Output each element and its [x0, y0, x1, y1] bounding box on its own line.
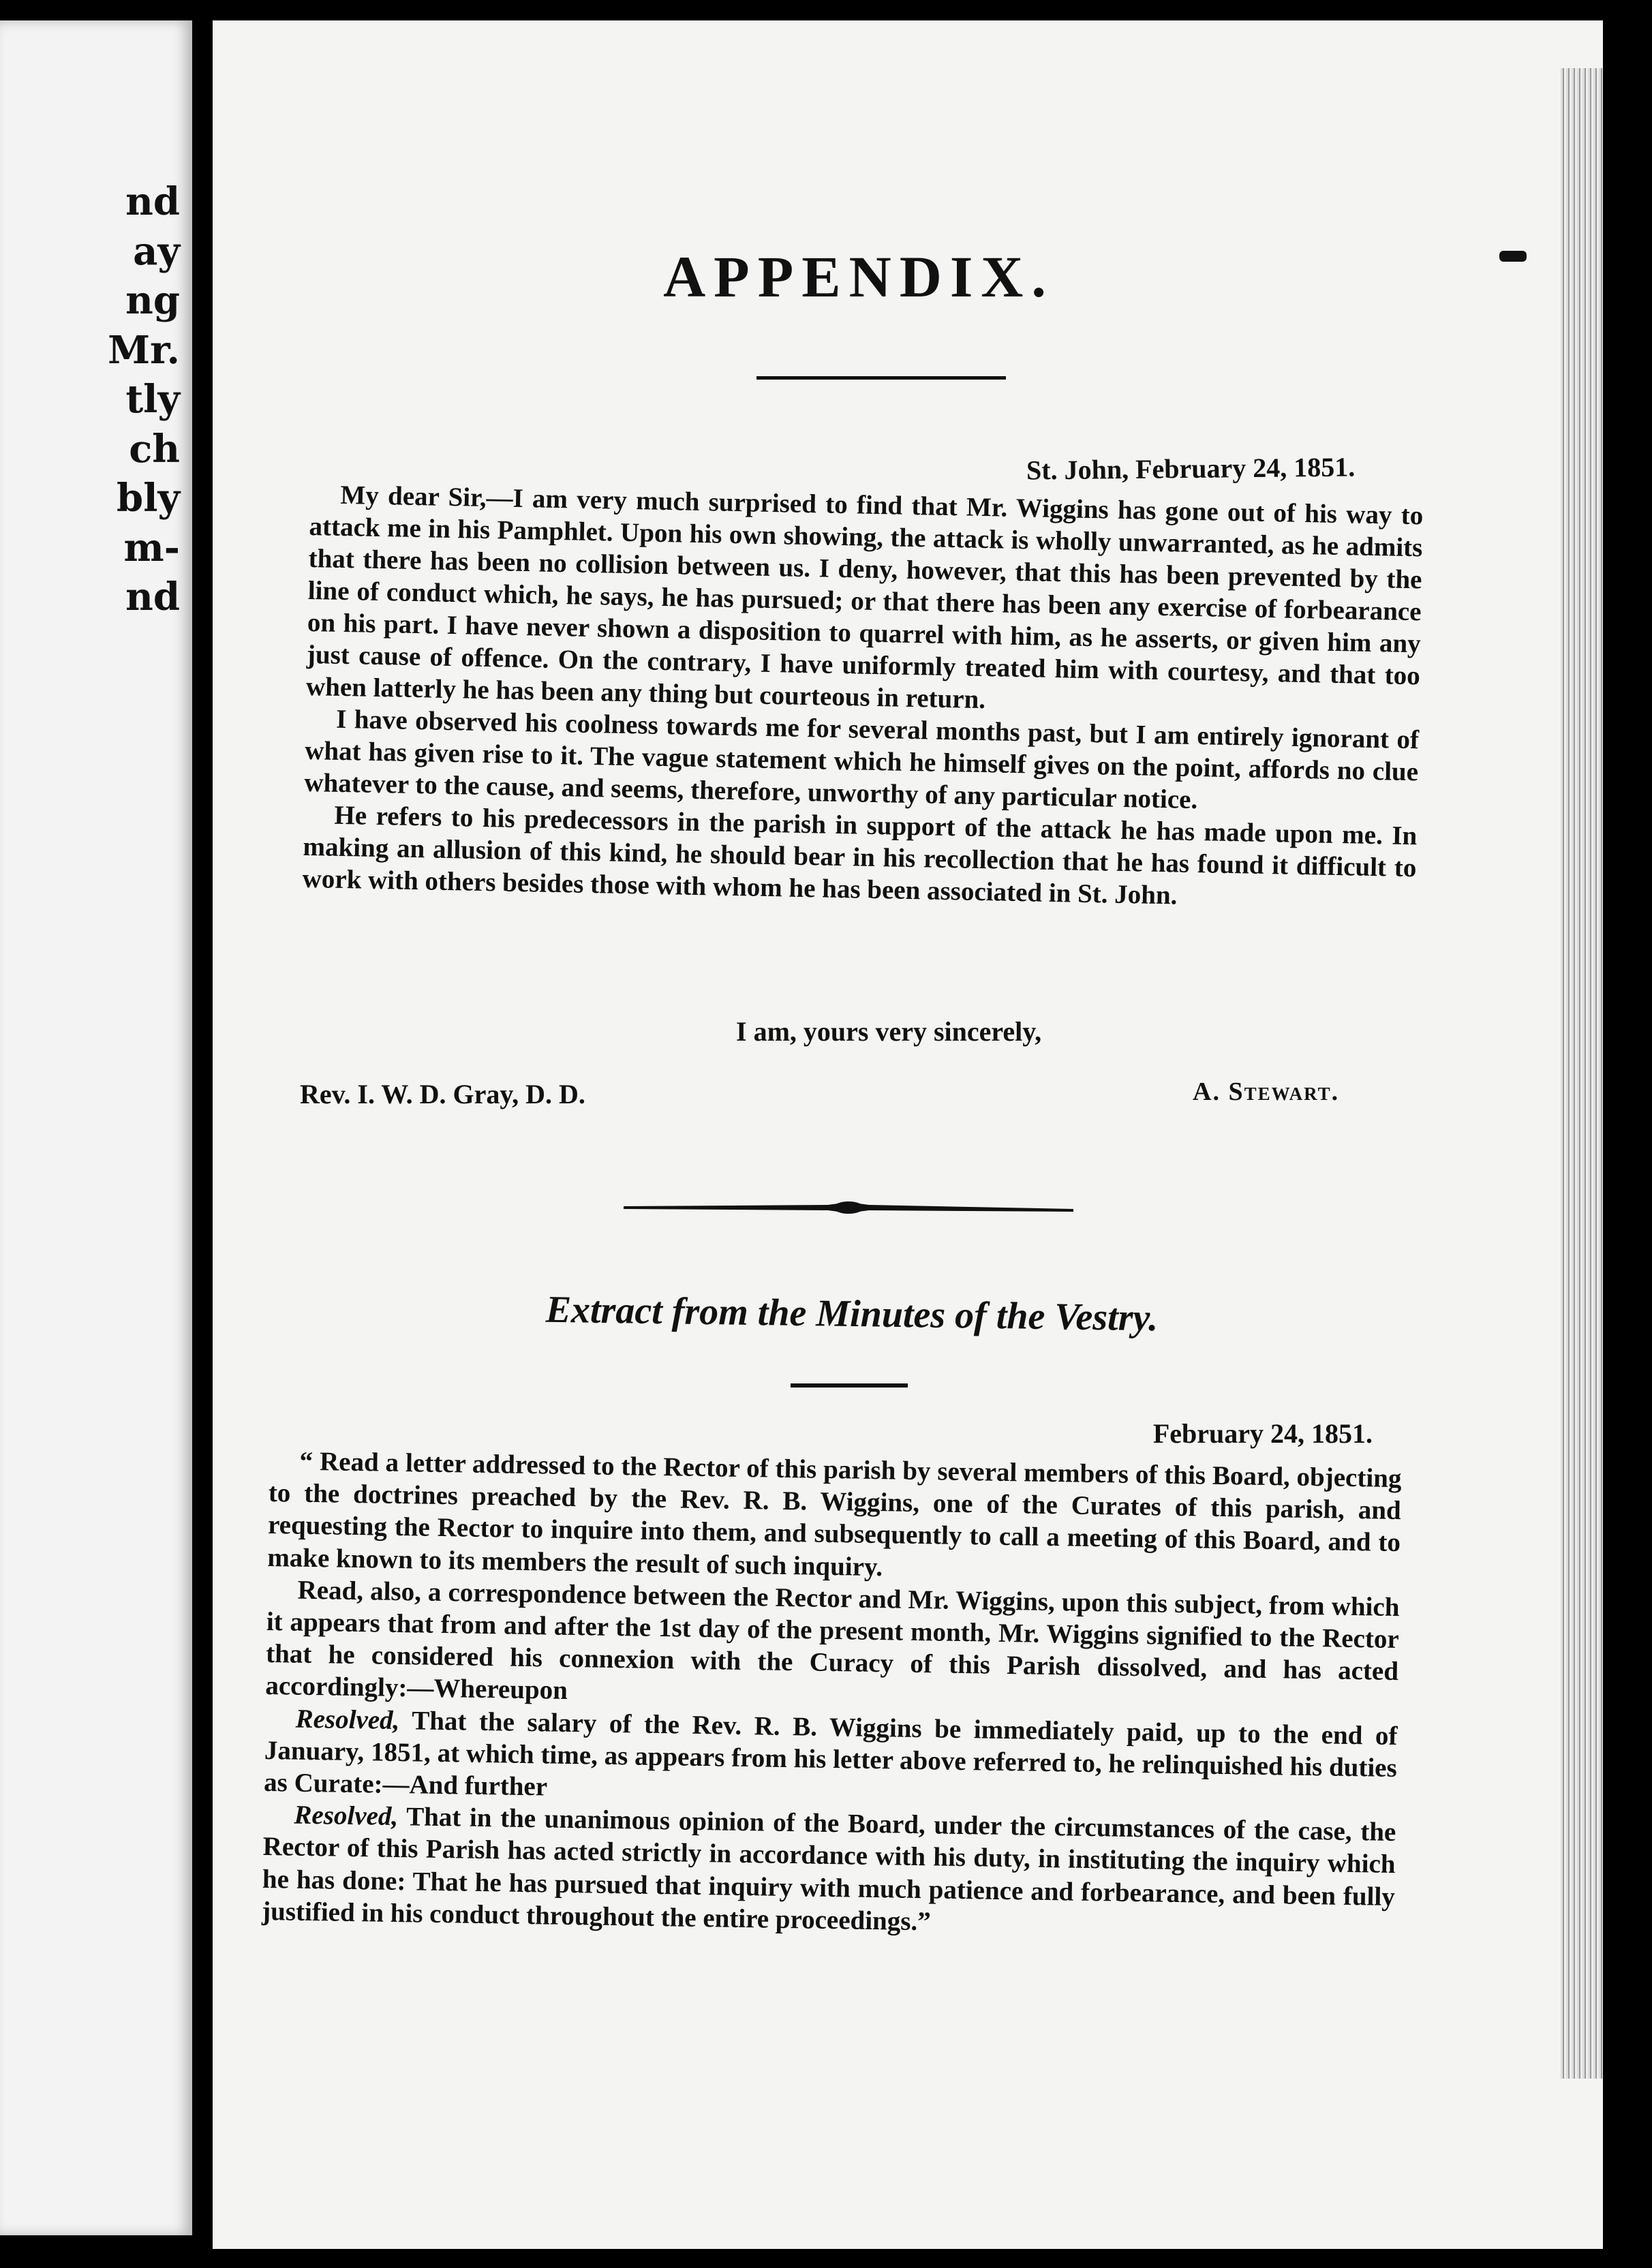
- resolved-label: Resolved,: [295, 1704, 400, 1735]
- left-facing-page: [0, 20, 192, 2235]
- left-fragment-line: nd: [125, 179, 180, 224]
- left-fragment-line: ng: [125, 278, 180, 323]
- letter-body: [302, 478, 1423, 916]
- book-gutter: [192, 0, 213, 2268]
- minutes-date: February 24, 1851.: [1152, 1418, 1373, 1449]
- left-fragment-line: Mr.: [108, 327, 180, 373]
- extract-rule: [791, 1383, 908, 1388]
- left-fragment-line: ch: [129, 426, 180, 472]
- letter-closing: I am, yours very sincerely,: [736, 1016, 1042, 1047]
- letter-paragraph: My dear Sir,—I am very much surprised to find that Mr. Wiggins has gone out of his way to attack me in his Pamphlet. Upon his own showing, the attack is wholly unwarranted, as he admits that there has been no collision between us. I deny, however, that this has been prevented by the line of conduct which, he says, he has pursued; or that there has been any exercise of forbearance on his part. I have never shown a disposition to quarrel with him, as he asserts, or given him any just cause of offence. On the contrary, I have uniformly treated him with courtesy, and that too when latterly he has been any thing but courteous in return.: [305, 480, 1424, 715]
- letter-date: St. John, February 24, 1851.: [1026, 451, 1356, 486]
- left-fragment-line: ay: [133, 228, 180, 274]
- extract-title: Extract from the Minutes of the Vestry.: [545, 1288, 1159, 1340]
- resolution-text: That in the unanimous opinion of the Board, under the circumstances of the case, the Rector of this Parish has acted strictly in accordance with his duty, in instituting the inquiry which he has done: That he has pursued that inquiry with much patience and forbearance, and been fully justified in his conduct throughout the entire proceedings.”: [261, 1802, 1396, 1937]
- left-fragment-line: bly: [117, 476, 180, 521]
- minutes-resolution: [264, 1702, 1398, 1817]
- left-fragment-line: tly: [125, 377, 180, 422]
- resolved-label: Resolved,: [294, 1800, 399, 1832]
- minutes-paragraph: “ Read a letter addressed to the Rector of this parish by several members of this Board, objecting to the doctrines preached by the Rev. R. B. Wiggins, one of the Curates of this parish, and requesting the Rector to inquire into them, and subsequently to call a meeting of this Board, and to make known to its members the result of such inquiry.: [267, 1446, 1402, 1582]
- ornamental-divider: [624, 1194, 1073, 1221]
- left-fragment-line: m-: [123, 525, 180, 570]
- left-page-text-fragments: [108, 177, 180, 622]
- letter-signature: A. Stewart.: [1193, 1077, 1340, 1106]
- minutes-paragraph: Read, also, a correspondence between the Rector and Mr. Wiggins, upon this subject, from which it appears that from and after the 1st day of the present month, Mr. Wiggins signified to the Rector that he considered his connexion with the Curacy of this Parish dissolved, and has acted accordingly:—Whereupon: [265, 1575, 1400, 1706]
- left-fragment-line: nd: [125, 574, 180, 619]
- appendix-title: APPENDIX.: [663, 244, 1054, 309]
- letter-paragraph: I have observed his coolness towards me for several months past, but I am entirely ignorant of what has given rise to it. The vague statement which he himself gives on the point, affords no clue whatever to the cause, and seems, therefore, unworthy of any particular notice.: [304, 704, 1420, 815]
- resolution-text: That the salary of the Rev. R. B. Wiggins be immediately paid, up to the end of January, 1851, at which time, as appears from his letter above referred to, he relinquished his duties as Curate:—And further: [263, 1705, 1398, 1802]
- letter-addressee: Rev. I. W. D. Gray, D. D.: [300, 1079, 585, 1109]
- page-edges: [1561, 68, 1603, 2079]
- minutes-body: [262, 1445, 1402, 1945]
- letter-paragraph: He refers to his predecessors in the parish in support of the attack he has made upon me. In making an allusion of this kind, he should bear in his recollection that he has found it difficult to work with others besides those with whom he has been associated in St. John.: [302, 800, 1418, 910]
- margin-ink-mark: [1499, 251, 1527, 262]
- minutes-resolution: [262, 1798, 1396, 1945]
- title-rule: [756, 376, 1006, 380]
